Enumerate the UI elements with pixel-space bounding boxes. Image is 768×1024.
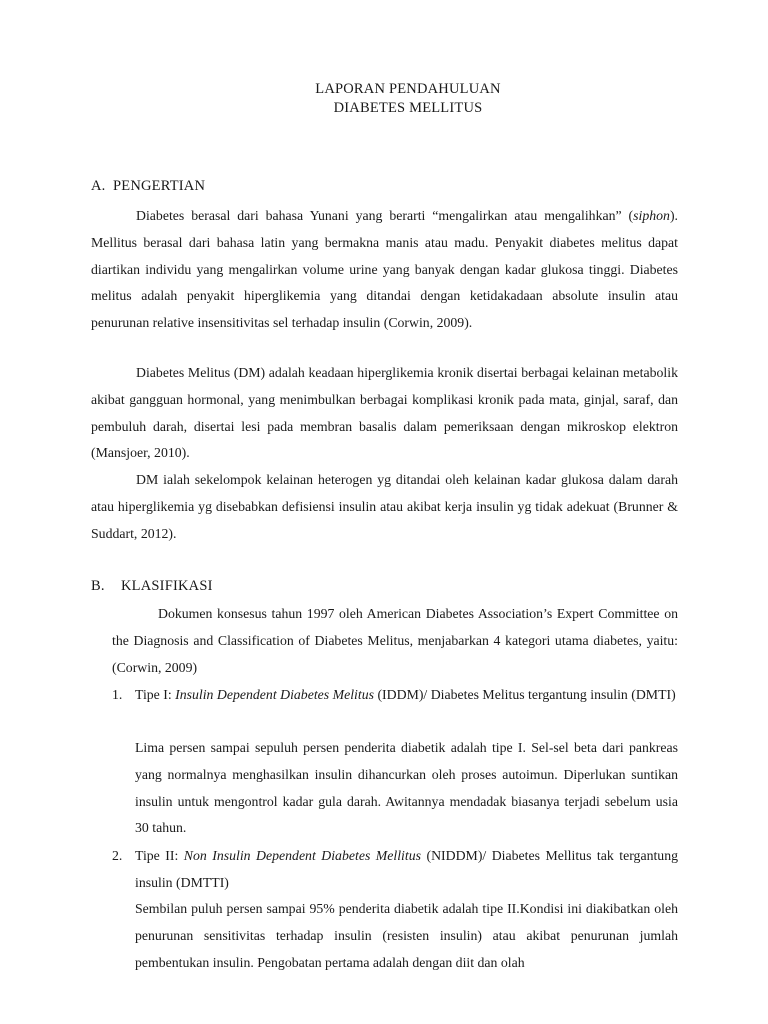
item-1-prefix: Tipe I: — [135, 687, 176, 702]
list-item-1-heading — [135, 682, 678, 709]
p2-text: Diabetes Melitus (DM) adalah keadaan hiperglikemia kronik disertai berbagai kelainan metabolik akibat gangguan hormonal, yang menimbulkan berbagai komplikasi kronik pada mata, ginjal, saraf, dan pembuluh darah, disertai lesi pada membran basalis dalam pemeriksaan dengan mikroskop elektron (Mansjoer, 2010). — [91, 365, 678, 461]
list-item-1-number: 1. — [112, 687, 123, 702]
section-a-paragraph-2 — [91, 360, 678, 467]
title-line-2: DIABETES MELLITUS — [333, 100, 483, 116]
section-b-heading — [91, 578, 213, 595]
item-2-suffix: (NIDDM)/ Diabetes Mellitus tak tergantung insulin (DMTTI) — [135, 848, 678, 890]
document-title — [0, 80, 768, 118]
intro-text: Dokumen konsesus tahun 1997 oleh American Diabetes Association’s Expert Committee on the Diagnosis and Classification of Diabetes Melitus, menjabarkan 4 kategori utama diabetes, yaitu: (Corwin, 2009) — [112, 606, 678, 675]
section-a-heading — [91, 178, 205, 195]
section-a-number: A. — [91, 178, 106, 194]
section-a-paragraph-1 — [91, 203, 678, 337]
p1-italic-term: siphon — [633, 208, 670, 223]
list-item-2-body: Sembilan puluh persen sampai 95% penderita diabetik adalah tipe II.Kondisi ini diakibatkan oleh penurunan sensitivitas terhadap insulin (resisten insulin) atau akibat penurunan jumlah pembentukan insulin. Pengobatan pertama adalah dengan diit dan olah — [135, 901, 678, 970]
list-item-1-body: Lima persen sampai sepuluh persen penderita diabetik adalah tipe I. Sel-sel beta dari pankreas yang normalnya menghasilkan insulin dihancurkan oleh proses autoimun. Diperlukan suntikan insulin untuk mengontrol kadar gula darah. Awitannya mendadak biasanya terjadi sebelum usia 30 tahun. — [135, 740, 678, 836]
section-a-paragraph-3 — [91, 467, 678, 547]
section-b-intro — [112, 601, 678, 681]
item-2-prefix: Tipe II: — [135, 848, 184, 863]
list-item-2-heading — [135, 843, 678, 897]
p3-text: DM ialah sekelompok kelainan heterogen yg ditandai oleh kelainan kadar glukosa dalam darah atau hiperglikemia yg disebabkan defisiensi insulin atau akibat kerja insulin yg tidak adekuat (Brunner & Suddart, 2012). — [91, 472, 678, 541]
section-b-title: KLASIFIKASI — [121, 578, 213, 594]
p1-text-a: Diabetes berasal dari bahasa Yunani yang berarti “mengalirkan atau mengalihkan” ( — [136, 208, 634, 223]
list-item-2-number: 2. — [112, 848, 123, 863]
item-1-italic: Insulin Dependent Diabetes Melitus — [175, 687, 374, 702]
section-b-number: B. — [91, 578, 105, 594]
item-2-italic: Non Insulin Dependent Diabetes Mellitus — [183, 848, 421, 863]
p1-text-b: ). Mellitus berasal dari bahasa latin yang bermakna manis atau madu. Penyakit diabetes melitus dapat diartikan individu yang mengalirkan volume urine yang banyak dengan kadar glukosa tinggi. Diabetes melitus adalah penyakit hiperglikemia yang ditandai dengan ketidakadaan absolute insulin atau penurunan relative insensitivitas sel terhadap insulin (Corwin, 2009). — [91, 208, 678, 331]
item-1-suffix: (IDDM)/ Diabetes Melitus tergantung insulin (DMTI) — [374, 687, 676, 702]
section-a-title: PENGERTIAN — [113, 178, 206, 194]
title-line-1: LAPORAN PENDAHULUAN — [315, 81, 501, 97]
